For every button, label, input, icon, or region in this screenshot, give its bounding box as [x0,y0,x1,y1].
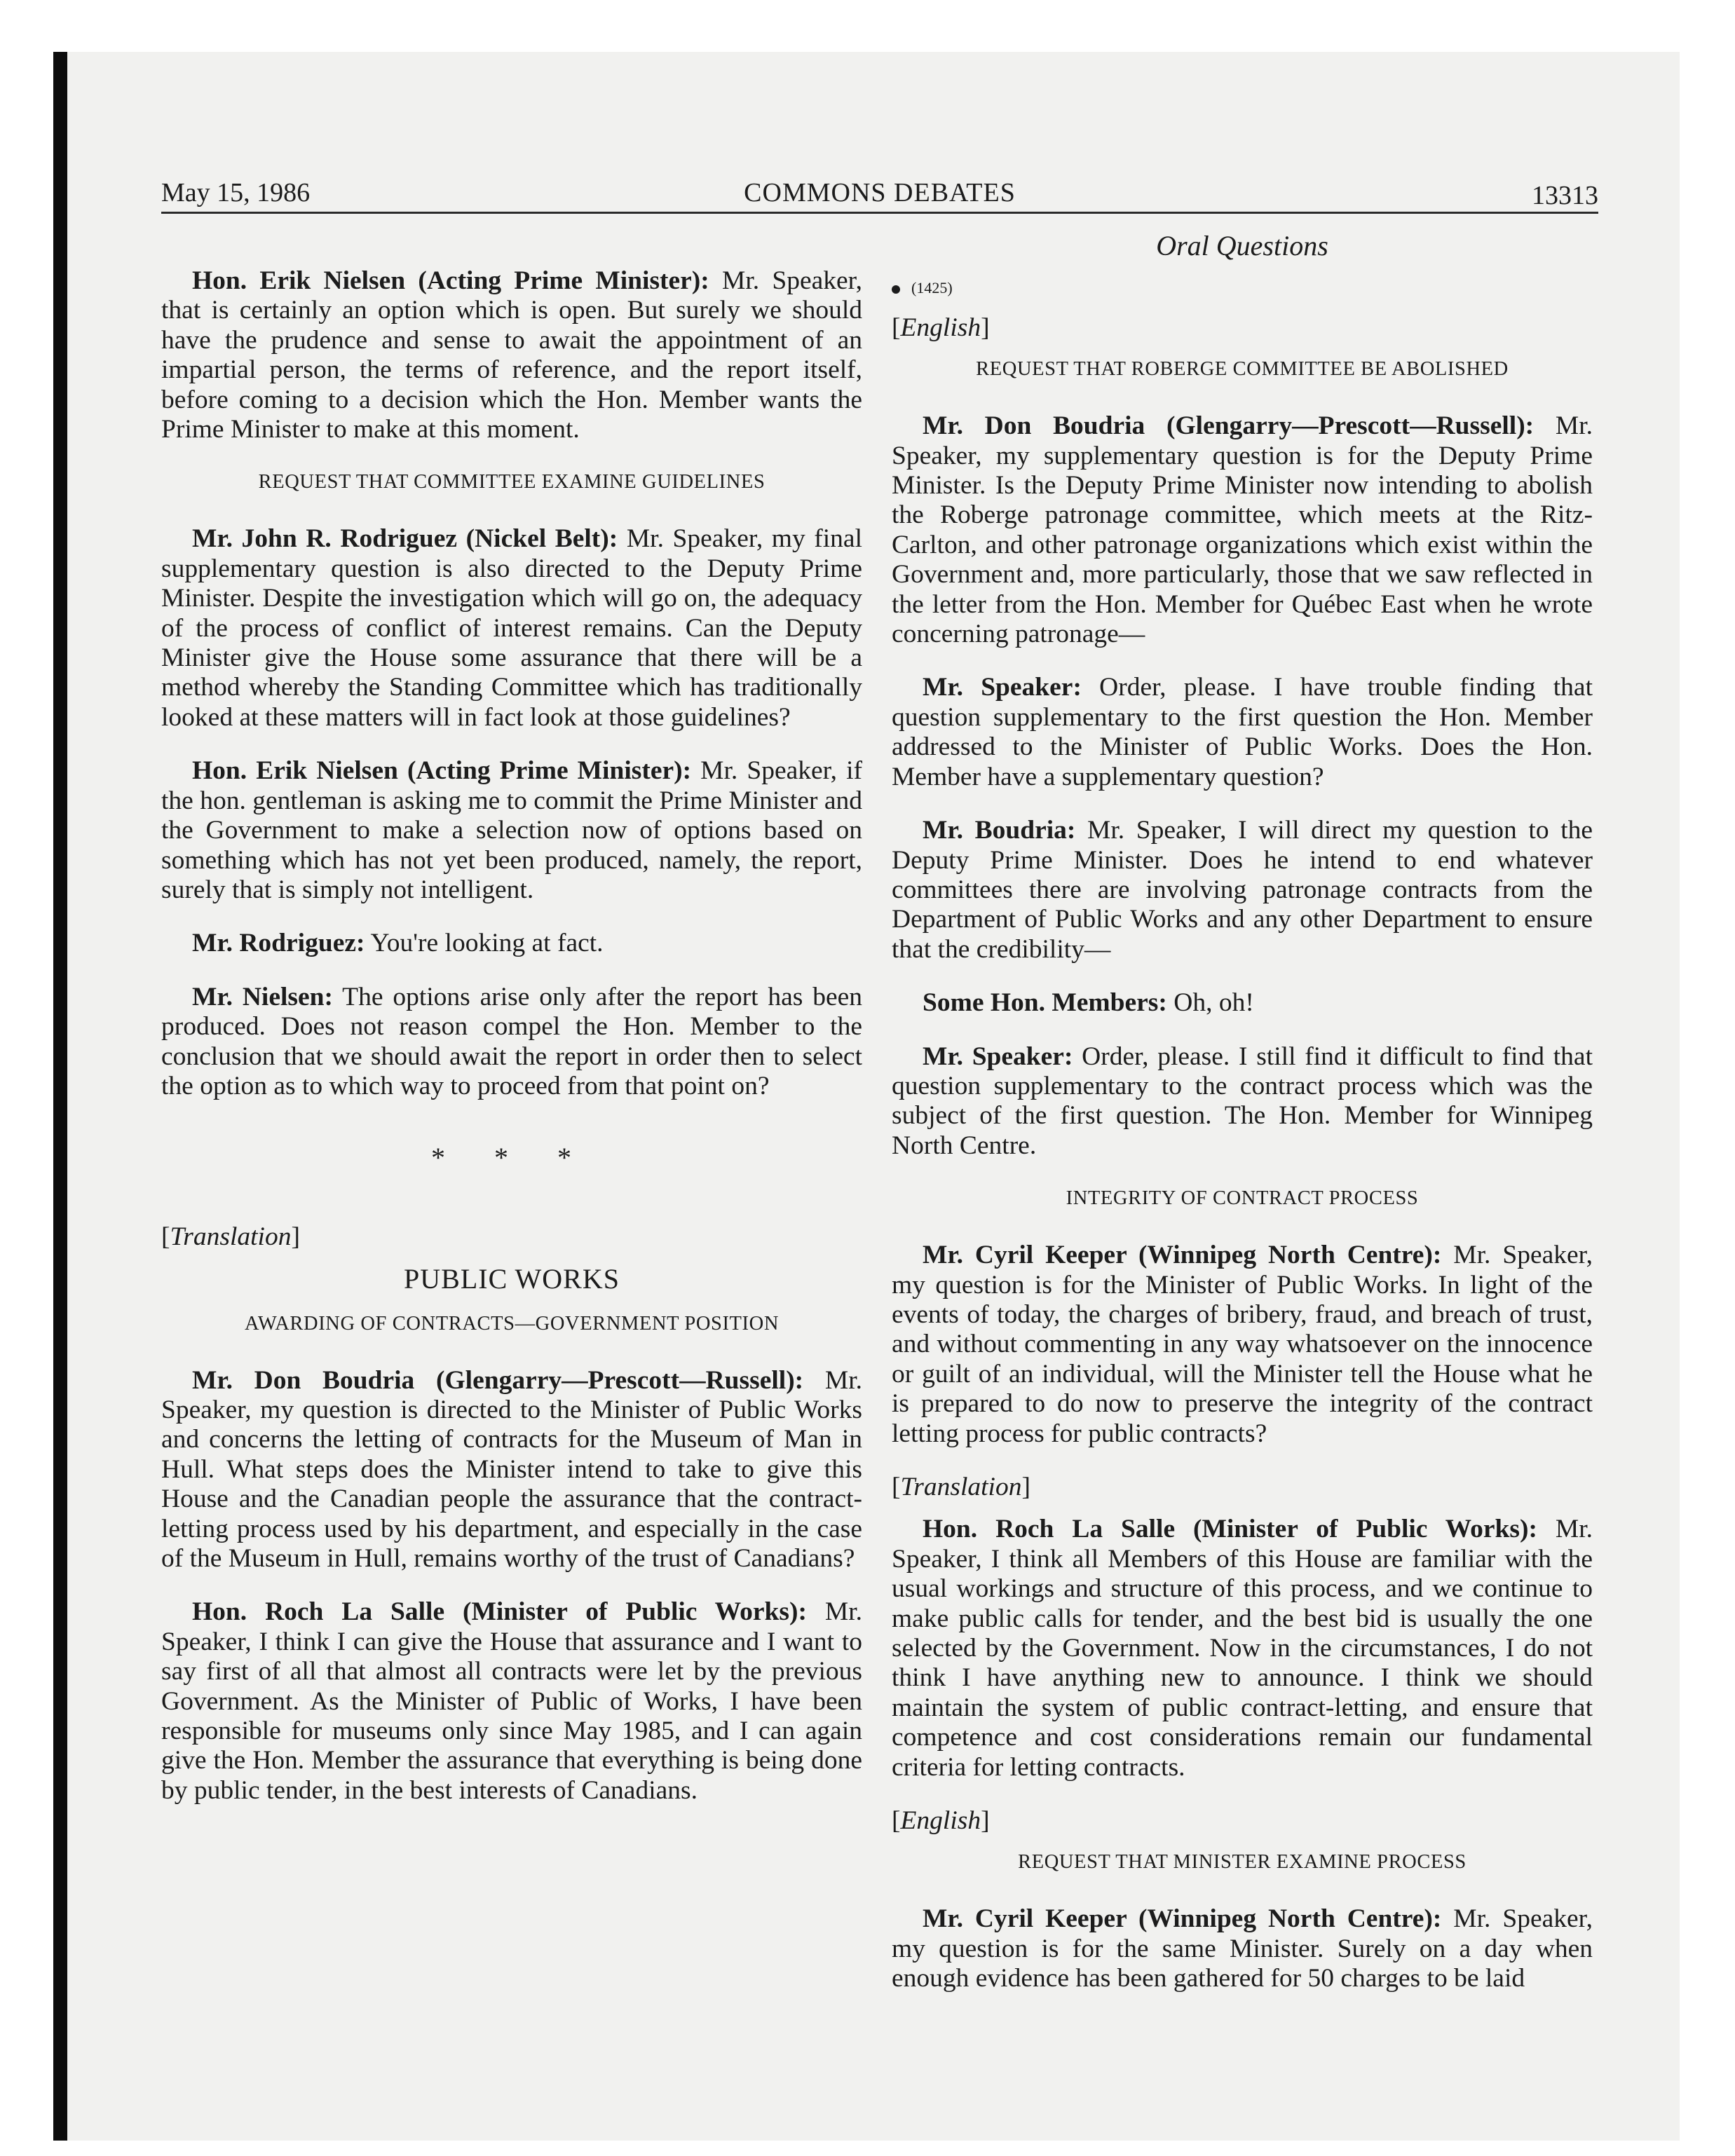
paragraph [161,1597,862,1806]
speaker: Hon. Roch La Salle (Minister of Public Works): [923,1515,1537,1544]
paragraph [892,1042,1593,1161]
speech: Order, please. I have trouble finding that question supplementary to the first question the Hon. Member addressed to the Minister of Public Works. Does the Hon. Member have a supplementary question? [892,673,1593,791]
speech: Mr. Speaker, I think I can give the House that assurance and I want to say first of all that almost all contracts were let by the previous Government. As the Minister of Public of Works, I have been responsible for museums only since May 1985, and I can again give the Hon. Member the assurance that everything is being done by public tender, in the best interests of Canadians. [161,1597,862,1805]
language-label: English [900,1806,981,1836]
page-number: 13313 [1532,181,1598,210]
speaker: Hon. Erik Nielsen (Acting Prime Minister): [192,756,692,786]
speaker: Mr. Don Boudria (Glengarry—Prescott—Russell): [923,411,1535,441]
speaker: Mr. Rodriguez: [192,929,365,958]
speech: Mr. Speaker, I think all Members of this House are familiar with the usual workings and structure of this process, and we continue to make public calls for tender, and the best bid is usually the one selected by the Government. Now in the circumstances, I do not think I have anything new to announce. I think we should maintain the system of public contract-letting, and ensure that competence and cost considerations remain our fundamental criteria for letting contracts. [892,1515,1593,1782]
language-marker: [English] [892,1806,990,1836]
speaker: Mr. Cyril Keeper (Winnipeg North Centre): [923,1241,1442,1270]
paragraph [161,756,862,905]
language-marker: [Translation] [161,1222,300,1251]
page-header [161,177,1598,214]
speech: Oh, oh! [1173,988,1254,1018]
paragraph [892,411,1593,649]
language-marker: [English] [892,313,990,342]
language-label: Translation [170,1222,292,1251]
left-column [161,266,862,1829]
subheading: REQUEST THAT ROBERGE COMMITTEE BE ABOLISHED [976,358,1509,381]
speaker: Some Hon. Members: [923,988,1167,1018]
speaker: Mr. Nielsen: [192,982,333,1011]
speech: The options arise only after the report has been produced. Does not reason compel the Hon. Member to the conclusion that we should await the report in order then to select the option as to which way to proceed from that point on? [161,982,863,1100]
section-break: * * * [431,1142,592,1174]
paragraph [161,929,862,958]
speech: Mr. Speaker, my question is for the same Minister. Surely on a day when enough evidence has been gathered for 50 charges to be laid [892,1904,1593,1993]
speech: Mr. Speaker, my final supplementary question is also directed to the Deputy Prime Minister. Despite the investigation which will go on, the adequacy of the process of conflict of interest remains. Can the Deputy Minister give the House some assurance that there will be a method whereby the Standing Committee which has traditionally looked at these matters will in fact look at those guidelines? [161,524,862,732]
paragraph [892,988,1593,1018]
paragraph [161,1366,862,1574]
section-title: PUBLIC WORKS [404,1263,620,1295]
speaker: Mr. Speaker: [923,1042,1073,1071]
running-head: Oral Questions [1156,230,1328,261]
paragraph [892,1515,1593,1782]
time-stamp: (1425) [911,279,953,297]
header-title: COMMONS DEBATES [744,178,1016,207]
paragraph [892,1904,1593,1993]
language-label: Translation [900,1473,1022,1501]
paragraph [892,673,1593,792]
paragraph [161,983,862,1102]
language-marker: [Translation] [892,1473,1030,1501]
speaker: Mr. Speaker: [923,673,1082,702]
paragraph [892,1241,1593,1449]
speaker: Mr. Cyril Keeper (Winnipeg North Centre): [923,1904,1442,1934]
speech: Mr. Speaker, my question is directed to the Minister of Public Works and concerns the letting of contracts for the Museum of Man in Hull. What steps does the Minister intend to take to give this House and the Canadian people the assurance that the contract-letting process used by his department, and especially in the case of the Museum in Hull, remains worthy of the trust of Canadians? [161,1365,862,1573]
right-column [892,231,1593,2018]
header-date: May 15, 1986 [161,178,311,207]
paragraph [161,524,862,732]
paragraph [161,266,862,444]
bullet-icon [892,285,900,294]
speaker: Mr. Boudria: [923,816,1076,845]
speech: You're looking at fact. [370,929,604,958]
time-marker [892,273,1593,303]
speech: Mr. Speaker, my supplementary question is for the Deputy Prime Minister. Is the Deputy Prime Minister now intending to abolish the Roberge patronage committee, which meets at the Ritz-Carlton, and other patronage organizations which exist within the Government and, more particularly, those that we saw reflected in the letter from the Hon. Member for Québec East when he wrote concerning patronage— [892,411,1593,649]
speaker: Mr. John R. Rodriguez (Nickel Belt): [192,524,618,554]
language-label: English [900,313,981,342]
subheading: REQUEST THAT COMMITTEE EXAMINE GUIDELINES [258,471,766,493]
scan-edge [53,52,67,2141]
subheading: AWARDING OF CONTRACTS—GOVERNMENT POSITION [244,1312,780,1335]
speech: Mr. Speaker, I will direct my question to the Deputy Prime Minister. Does he intend to end whatever committees there are involving patronage contracts from the Department of Public Works and any other Department to ensure that the credibility— [892,816,1593,964]
speaker: Hon. Erik Nielsen (Acting Prime Minister): [192,266,709,295]
subheading: REQUEST THAT MINISTER EXAMINE PROCESS [1018,1851,1467,1874]
speaker: Mr. Don Boudria (Glengarry—Prescott—Russell): [192,1365,804,1395]
paragraph [892,816,1593,964]
speech: Order, please. I still find it difficult to find that question supplementary to the contract process which was the subject of the first question. The Hon. Member for Winnipeg North Centre. [892,1042,1593,1160]
speech: Mr. Speaker, that is certainly an option which is open. But surely we should have the prudence and sense to await the appointment of an impartial person, the terms of reference, and the report itself, before coming to a decision which the Hon. Member wants the Prime Minister to make at this moment. [161,266,863,444]
speech: Mr. Speaker, my question is for the Minister of Public Works. In light of the events of today, the charges of bribery, fraud, and breach of trust, and without commenting in any way whatsoever on the innocence or guilt of an individual, will the Minister tell the House what he is prepared to do now to preserve the integrity of the contract letting process for public contracts? [892,1241,1593,1448]
speech: Mr. Speaker, if the hon. gentleman is asking me to commit the Prime Minister and the Government to make a selection now of options based on something which has not yet been produced, namely, the report, surely that is simply not intelligent. [161,756,863,904]
speaker: Hon. Roch La Salle (Minister of Public Works): [192,1597,807,1627]
subheading: INTEGRITY OF CONTRACT PROCESS [1066,1187,1419,1210]
